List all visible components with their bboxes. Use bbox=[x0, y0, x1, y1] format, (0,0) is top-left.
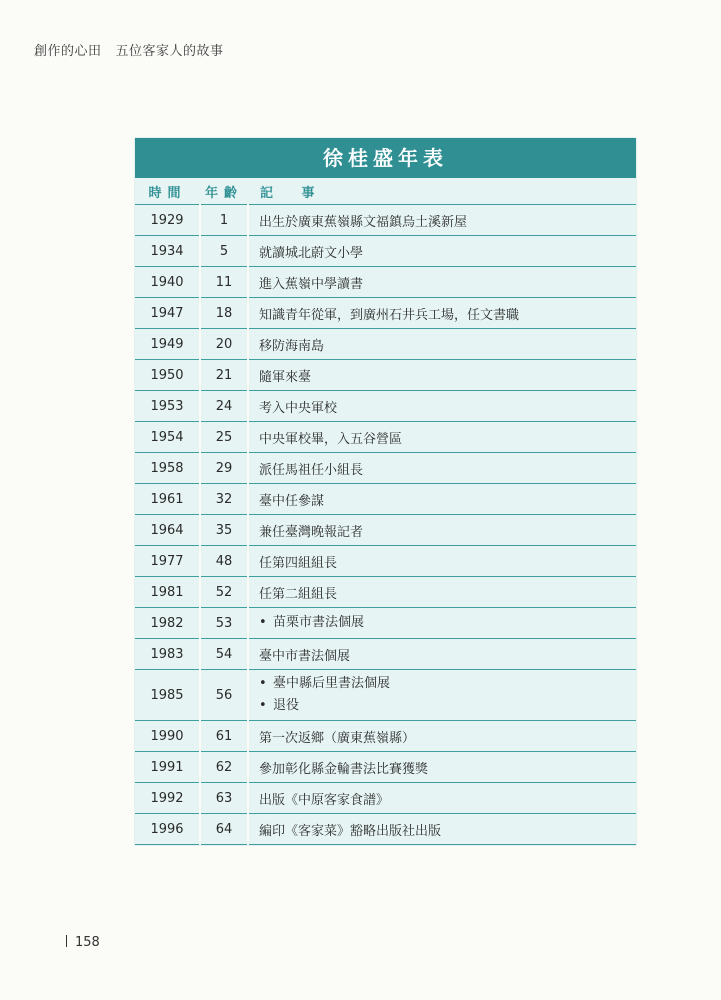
event-cell bbox=[248, 205, 636, 236]
book-title: 創作的心田 bbox=[34, 44, 102, 59]
event-text: 進入蕉嶺中學讀書 bbox=[259, 276, 364, 292]
year-cell: 1964 bbox=[135, 515, 200, 546]
age-cell: 62 bbox=[200, 752, 248, 783]
table-row bbox=[135, 783, 636, 814]
table-row bbox=[135, 267, 636, 298]
age-cell: 64 bbox=[200, 814, 248, 845]
table-row bbox=[135, 515, 636, 546]
year-cell: 1950 bbox=[135, 360, 200, 391]
year-cell: 1991 bbox=[135, 752, 200, 783]
age-cell: 63 bbox=[200, 783, 248, 814]
year-cell: 1996 bbox=[135, 814, 200, 845]
age-cell: 18 bbox=[200, 298, 248, 329]
year-cell: 1981 bbox=[135, 577, 200, 608]
event-text: 兼任臺灣晚報記者 bbox=[259, 524, 364, 540]
event-text: 任第四組組長 bbox=[259, 555, 338, 571]
table-row bbox=[135, 639, 636, 670]
table-title: 徐桂盛年表 bbox=[135, 138, 636, 178]
table-row bbox=[135, 360, 636, 391]
age-cell: 32 bbox=[200, 484, 248, 515]
year-cell: 1992 bbox=[135, 783, 200, 814]
table-row bbox=[135, 752, 636, 783]
column-header-event: 記 事 bbox=[248, 178, 636, 205]
table-row bbox=[135, 577, 636, 608]
year-cell: 1940 bbox=[135, 267, 200, 298]
age-cell: 24 bbox=[200, 391, 248, 422]
event-cell bbox=[248, 484, 636, 515]
page-number-text: 158 bbox=[75, 935, 100, 950]
event-text: 出版《中原客家食譜》 bbox=[259, 792, 390, 808]
event-text: 派任馬祖任小組長 bbox=[259, 462, 364, 478]
page-number-rule bbox=[66, 935, 67, 947]
event-cell bbox=[248, 236, 636, 267]
event-cell bbox=[248, 546, 636, 577]
event-cell bbox=[248, 752, 636, 783]
event-text: 考入中央軍校 bbox=[259, 400, 338, 416]
table-body bbox=[135, 205, 636, 845]
year-cell: 1985 bbox=[135, 670, 200, 721]
year-cell: 1949 bbox=[135, 329, 200, 360]
event-cell bbox=[248, 608, 636, 639]
age-cell: 25 bbox=[200, 422, 248, 453]
year-cell: 1958 bbox=[135, 453, 200, 484]
event-text: • 退役 bbox=[259, 695, 636, 717]
age-cell: 53 bbox=[200, 608, 248, 639]
event-cell bbox=[248, 422, 636, 453]
event-cell bbox=[248, 267, 636, 298]
age-cell: 21 bbox=[200, 360, 248, 391]
event-text: 臺中市書法個展 bbox=[259, 648, 351, 664]
table-row bbox=[135, 721, 636, 752]
running-head bbox=[34, 40, 224, 59]
event-text: 就讀城北蔚文小學 bbox=[259, 245, 364, 261]
column-header-time: 時間 bbox=[135, 178, 200, 205]
age-cell: 5 bbox=[200, 236, 248, 267]
age-cell: 52 bbox=[200, 577, 248, 608]
event-cell bbox=[248, 721, 636, 752]
year-cell: 1982 bbox=[135, 608, 200, 639]
event-text: 移防海南島 bbox=[259, 338, 325, 354]
event-text: 出生於廣東蕉嶺縣文福鎮烏土溪新屋 bbox=[259, 214, 468, 230]
year-cell: 1983 bbox=[135, 639, 200, 670]
year-cell: 1953 bbox=[135, 391, 200, 422]
event-cell bbox=[248, 670, 636, 721]
age-cell: 35 bbox=[200, 515, 248, 546]
event-cell bbox=[248, 783, 636, 814]
table-row bbox=[135, 453, 636, 484]
table-row bbox=[135, 484, 636, 515]
table-row bbox=[135, 391, 636, 422]
event-text: 中央軍校畢，入五谷營區 bbox=[259, 431, 403, 447]
year-cell: 1990 bbox=[135, 721, 200, 752]
table-row bbox=[135, 546, 636, 577]
event-text: 臺中任參謀 bbox=[259, 493, 325, 509]
age-cell: 1 bbox=[200, 205, 248, 236]
event-text: • 臺中縣后里書法個展 bbox=[259, 673, 636, 695]
table-row bbox=[135, 298, 636, 329]
age-cell: 20 bbox=[200, 329, 248, 360]
table-row bbox=[135, 670, 636, 721]
year-cell: 1961 bbox=[135, 484, 200, 515]
event-cell bbox=[248, 329, 636, 360]
table-row bbox=[135, 205, 636, 236]
year-cell: 1929 bbox=[135, 205, 200, 236]
event-text: 隨軍來臺 bbox=[259, 369, 312, 385]
table-row bbox=[135, 329, 636, 360]
event-text: 參加彰化縣金輪書法比賽獲獎 bbox=[259, 761, 429, 777]
event-cell bbox=[248, 814, 636, 845]
table-header-row bbox=[135, 178, 636, 205]
age-cell: 54 bbox=[200, 639, 248, 670]
table-row bbox=[135, 422, 636, 453]
age-cell: 11 bbox=[200, 267, 248, 298]
event-cell bbox=[248, 515, 636, 546]
section-title: 五位客家人的故事 bbox=[115, 44, 224, 59]
age-cell: 56 bbox=[200, 670, 248, 721]
year-cell: 1977 bbox=[135, 546, 200, 577]
column-header-age: 年齡 bbox=[200, 178, 248, 205]
event-text: 編印《客家菜》豁略出版社出版 bbox=[259, 823, 442, 839]
event-cell bbox=[248, 639, 636, 670]
event-cell bbox=[248, 453, 636, 484]
year-cell: 1954 bbox=[135, 422, 200, 453]
event-cell bbox=[248, 360, 636, 391]
age-cell: 61 bbox=[200, 721, 248, 752]
event-text: • 苗栗市書法個展 bbox=[259, 612, 636, 634]
chronology-table bbox=[135, 138, 636, 845]
age-cell: 48 bbox=[200, 546, 248, 577]
event-text: 第一次返鄉（廣東蕉嶺縣） bbox=[259, 730, 416, 746]
year-cell: 1934 bbox=[135, 236, 200, 267]
age-cell: 29 bbox=[200, 453, 248, 484]
table-row bbox=[135, 814, 636, 845]
page-number bbox=[66, 935, 100, 950]
table-row bbox=[135, 236, 636, 267]
table-row bbox=[135, 608, 636, 639]
event-text: 任第二組組長 bbox=[259, 586, 338, 602]
event-text: 知識青年從軍，到廣州石井兵工場，任文書職 bbox=[259, 307, 520, 323]
event-cell bbox=[248, 577, 636, 608]
year-cell: 1947 bbox=[135, 298, 200, 329]
event-cell bbox=[248, 298, 636, 329]
event-cell bbox=[248, 391, 636, 422]
